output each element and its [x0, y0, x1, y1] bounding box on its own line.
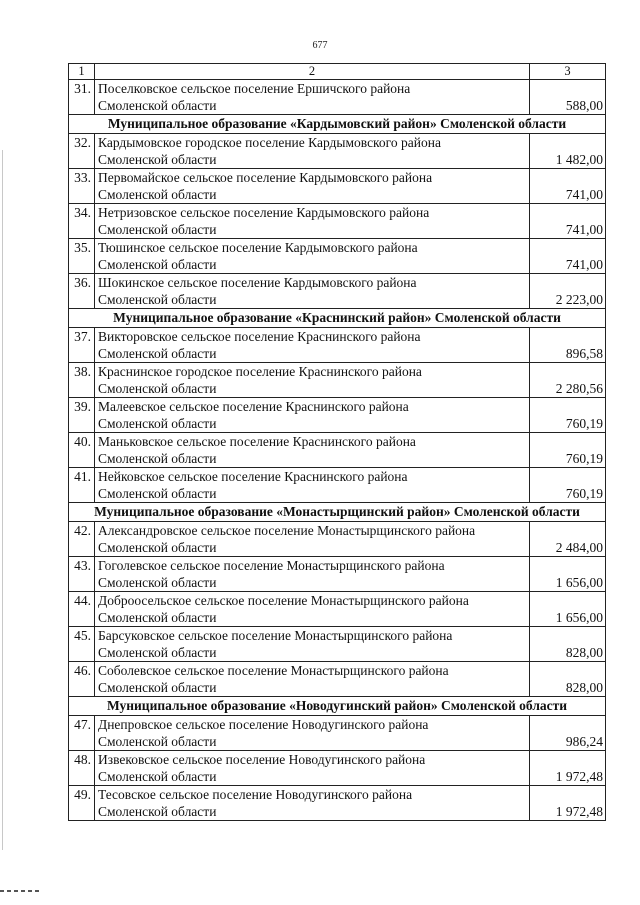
- amount-cell: 1 656,00: [530, 592, 606, 627]
- settlement-name-cell: [95, 468, 530, 503]
- settlement-region: Смоленской области: [98, 187, 217, 202]
- amount-cell: 588,00: [530, 80, 606, 115]
- settlement-region: Смоленской области: [98, 346, 217, 361]
- table-row: [69, 522, 606, 557]
- settlement-region: Смоленской области: [98, 416, 217, 431]
- settlement-region: Смоленской области: [98, 804, 217, 819]
- settlement-name-cell: [95, 328, 530, 363]
- settlement-name-cell: [95, 522, 530, 557]
- settlement-name: Нейковское сельское поселение Краснинского района: [98, 469, 408, 484]
- table-row: [69, 627, 606, 662]
- table-row: [69, 80, 606, 115]
- settlement-name: Соболевское сельское поселение Монастырщинского района: [98, 663, 449, 678]
- amount-cell: 760,19: [530, 398, 606, 433]
- table-row: [69, 169, 606, 204]
- settlement-region: Смоленской области: [98, 98, 217, 113]
- settlement-region: Смоленской области: [98, 292, 217, 307]
- settlement-name: Краснинское городское поселение Краснинского района: [98, 364, 422, 379]
- municipality-heading-row: [69, 115, 606, 134]
- amount-cell: 741,00: [530, 204, 606, 239]
- amount-cell: 760,19: [530, 433, 606, 468]
- settlement-name-cell: [95, 627, 530, 662]
- settlement-region: Смоленской области: [98, 381, 217, 396]
- table-header-row: [69, 64, 606, 80]
- settlement-name: Доброосельское сельское поселение Монастырщинского района: [98, 593, 469, 608]
- settlement-name-cell: [95, 592, 530, 627]
- row-number: 37.: [69, 328, 95, 363]
- amount-cell: 1 482,00: [530, 134, 606, 169]
- settlement-region: Смоленской области: [98, 451, 217, 466]
- table-row: [69, 328, 606, 363]
- row-number: 46.: [69, 662, 95, 697]
- row-number: 34.: [69, 204, 95, 239]
- municipality-heading: Муниципальное образование «Новодугинский район» Смоленской области: [69, 697, 606, 716]
- amount-cell: 2 223,00: [530, 274, 606, 309]
- table-row: [69, 662, 606, 697]
- table-row: [69, 134, 606, 169]
- settlement-name: Тесовское сельское поселение Новодугинского района: [98, 787, 413, 802]
- settlement-name: Поселковское сельское поселение Ершичского района: [98, 81, 411, 96]
- table-row: [69, 274, 606, 309]
- settlement-name-cell: [95, 398, 530, 433]
- row-number: 44.: [69, 592, 95, 627]
- settlement-name-cell: [95, 662, 530, 697]
- scan-bottom-mark: [0, 890, 40, 892]
- row-number: 43.: [69, 557, 95, 592]
- amount-cell: 760,19: [530, 468, 606, 503]
- municipality-heading: Муниципальное образование «Краснинский район» Смоленской области: [69, 309, 606, 328]
- amount-cell: 1 656,00: [530, 557, 606, 592]
- settlement-name: Шокинское сельское поселение Кардымовского района: [98, 275, 417, 290]
- row-number: 38.: [69, 363, 95, 398]
- settlement-name: Кардымовское городское поселение Кардымовского района: [98, 135, 441, 150]
- settlement-name-cell: [95, 204, 530, 239]
- settlement-name: Первомайское сельское поселение Кардымовского района: [98, 170, 433, 185]
- settlement-region: Смоленской области: [98, 540, 217, 555]
- page-number: 677: [312, 40, 328, 51]
- table-row: [69, 786, 606, 821]
- settlement-region: Смоленской области: [98, 769, 217, 784]
- settlement-name: Викторовское сельское поселение Краснинского района: [98, 329, 421, 344]
- amount-cell: 828,00: [530, 627, 606, 662]
- settlement-name-cell: [95, 716, 530, 751]
- municipality-heading-row: [69, 697, 606, 716]
- settlement-name-cell: [95, 239, 530, 274]
- header-col-3: 3: [530, 64, 606, 80]
- table-row: [69, 468, 606, 503]
- table-row: [69, 716, 606, 751]
- municipality-heading-row: [69, 309, 606, 328]
- header-col-1: 1: [69, 64, 95, 80]
- row-number: 47.: [69, 716, 95, 751]
- settlement-name: Гоголевское сельское поселение Монастырщинского района: [98, 558, 445, 573]
- amount-cell: 986,24: [530, 716, 606, 751]
- row-number: 45.: [69, 627, 95, 662]
- table-row: [69, 557, 606, 592]
- settlement-name-cell: [95, 134, 530, 169]
- settlement-name-cell: [95, 786, 530, 821]
- municipality-heading: Муниципальное образование «Кардымовский район» Смоленской области: [69, 115, 606, 134]
- amount-cell: 1 972,48: [530, 751, 606, 786]
- settlement-name: Тюшинское сельское поселение Кардымовского района: [98, 240, 418, 255]
- table-row: [69, 433, 606, 468]
- amount-cell: 1 972,48: [530, 786, 606, 821]
- settlement-name-cell: [95, 80, 530, 115]
- row-number: 49.: [69, 786, 95, 821]
- municipality-heading: Муниципальное образование «Монастырщинский район» Смоленской области: [69, 503, 606, 522]
- municipality-heading-row: [69, 503, 606, 522]
- table-body: [69, 64, 606, 821]
- settlement-name: Барсуковское сельское поселение Монастырщинского района: [98, 628, 453, 643]
- row-number: 35.: [69, 239, 95, 274]
- row-number: 36.: [69, 274, 95, 309]
- settlement-name-cell: [95, 169, 530, 204]
- table-row: [69, 592, 606, 627]
- scan-edge-line: [2, 150, 3, 850]
- settlement-region: Смоленской области: [98, 734, 217, 749]
- table-row: [69, 239, 606, 274]
- amount-cell: 741,00: [530, 169, 606, 204]
- settlement-region: Смоленской области: [98, 152, 217, 167]
- row-number: 48.: [69, 751, 95, 786]
- row-number: 40.: [69, 433, 95, 468]
- row-number: 32.: [69, 134, 95, 169]
- settlement-name: Извековское сельское поселение Новодугинского района: [98, 752, 426, 767]
- table-row: [69, 363, 606, 398]
- row-number: 41.: [69, 468, 95, 503]
- row-number: 42.: [69, 522, 95, 557]
- table-row: [69, 751, 606, 786]
- amount-cell: 828,00: [530, 662, 606, 697]
- settlement-region: Смоленской области: [98, 645, 217, 660]
- settlement-name-cell: [95, 433, 530, 468]
- settlement-region: Смоленской области: [98, 575, 217, 590]
- amount-cell: 2 484,00: [530, 522, 606, 557]
- row-number: 31.: [69, 80, 95, 115]
- table-row: [69, 204, 606, 239]
- settlement-name-cell: [95, 751, 530, 786]
- settlement-region: Смоленской области: [98, 680, 217, 695]
- settlement-name: Днепровское сельское поселение Новодугинского района: [98, 717, 429, 732]
- amount-cell: 2 280,56: [530, 363, 606, 398]
- settlement-name: Александровское сельское поселение Монастырщинского района: [98, 523, 476, 538]
- settlement-region: Смоленской области: [98, 222, 217, 237]
- settlement-name-cell: [95, 557, 530, 592]
- row-number: 33.: [69, 169, 95, 204]
- header-col-2: 2: [95, 64, 530, 80]
- settlement-region: Смоленской области: [98, 486, 217, 501]
- settlement-name-cell: [95, 274, 530, 309]
- settlement-name: Нетризовское сельское поселение Кардымовского района: [98, 205, 430, 220]
- settlement-name: Малеевское сельское поселение Краснинского района: [98, 399, 409, 414]
- settlements-table: [68, 63, 606, 821]
- amount-cell: 896,58: [530, 328, 606, 363]
- settlement-region: Смоленской области: [98, 257, 217, 272]
- settlement-region: Смоленской области: [98, 610, 217, 625]
- amount-cell: 741,00: [530, 239, 606, 274]
- settlement-name-cell: [95, 363, 530, 398]
- table-row: [69, 398, 606, 433]
- settlement-name: Маньковское сельское поселение Краснинского района: [98, 434, 416, 449]
- row-number: 39.: [69, 398, 95, 433]
